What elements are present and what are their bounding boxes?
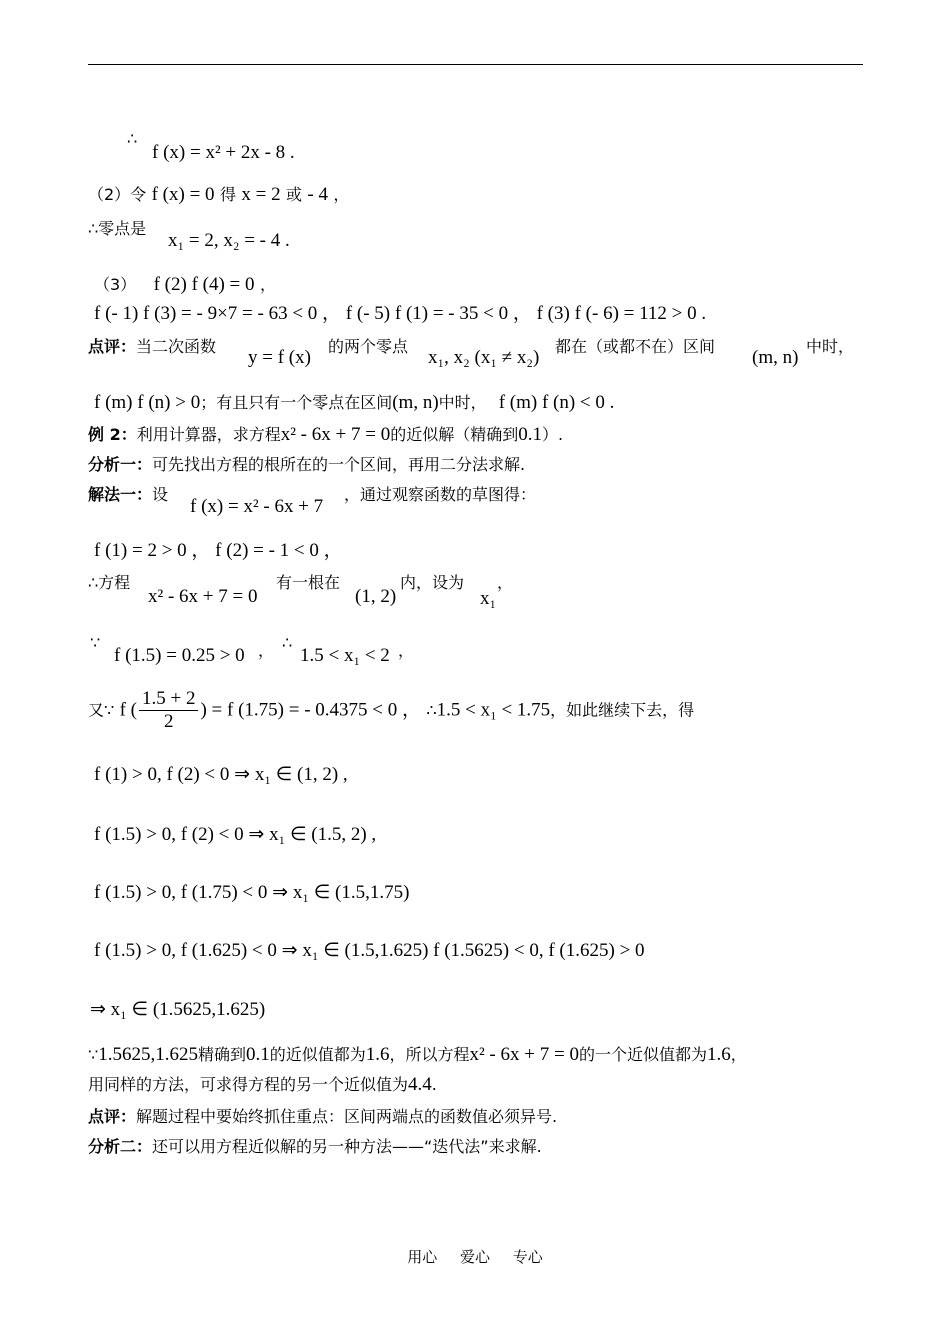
zeros-statement	[88, 218, 146, 240]
math: f (1.5) = 0.25 > 0	[114, 645, 245, 666]
label: 分析一：	[88, 455, 153, 474]
text: 的两个零点	[328, 337, 409, 356]
text: 还可以用方程近似解的另一种方法——“迭代法”来求解.	[152, 1137, 542, 1156]
math: x₁, x₂ (x₁ ≠ x₂)	[428, 347, 540, 368]
math: 0.1	[245, 1044, 270, 1065]
text: ，所以方程	[389, 1045, 470, 1064]
formula-fx-result: f (x) = x² + 2x - 8 .	[152, 142, 295, 163]
text: 设	[152, 485, 169, 504]
product-evaluations: f (- 1) f (3) = - 9×7 = - 63 < 0 ， f (- 5) f (1) = - 35 < 0 ， f (3) f (- 6) = 112 > 0 .	[94, 303, 707, 324]
math: 1.6	[365, 1044, 390, 1065]
analysis-2	[88, 1136, 542, 1158]
text: 利用计算器，求方程	[136, 425, 281, 444]
math: 4.4	[408, 1074, 432, 1095]
bisection-step	[88, 688, 694, 733]
text: ，	[497, 573, 514, 592]
text: 有一根在	[276, 573, 341, 592]
text: ，	[259, 275, 276, 294]
interval-step-1: f (1) > 0, f (2) < 0 ⇒ x₁ ∈ (1, 2) ,	[94, 764, 348, 785]
math: f (	[119, 699, 137, 721]
math: ) = f (1.75) = - 0.4375 < 0 ，	[200, 699, 422, 721]
text: ，	[730, 1045, 747, 1064]
text: ，	[333, 185, 350, 204]
math: - 4	[307, 184, 328, 205]
therefore-symbol: ∴	[127, 129, 138, 148]
math: f (m) f (n) < 0 .	[498, 392, 615, 413]
text: 解题过程中要始终抓住重点：区间两端点的函数值必须异号.	[136, 1107, 558, 1126]
text: ；有且只有一个零点在区间	[200, 393, 393, 412]
text: 都在（或都不在）区间	[555, 337, 716, 356]
text: （2）令	[88, 185, 147, 204]
math: (m, n)	[752, 347, 799, 368]
other-approx	[88, 1074, 437, 1096]
math: f (x) = x² - 6x + 7	[190, 496, 324, 517]
fraction-numerator: 1.5 + 2	[139, 688, 198, 711]
text: ，通过观察函数的草图得：	[344, 485, 537, 504]
analysis-1	[88, 454, 525, 476]
solution-1	[88, 484, 168, 506]
text: 精确到	[197, 1045, 246, 1064]
therefore-symbol: ∴	[426, 700, 437, 720]
math: f (x) = 0	[151, 184, 215, 205]
approx-conclusion	[88, 1044, 747, 1066]
text: 可先找出方程的根所在的一个区间，再用二分法求解.	[152, 455, 526, 474]
because-symbol: ∵	[90, 633, 101, 652]
text: 内，设为	[400, 573, 465, 592]
math: x² - 6x + 7 = 0	[280, 424, 391, 445]
text: ，如此继续下去，得	[550, 700, 695, 720]
fraction-denominator: 2	[163, 711, 174, 732]
text: ，	[398, 641, 415, 660]
text: 的近似解（精确到	[390, 425, 519, 444]
comment-1-cont	[94, 392, 614, 414]
label: 解法一：	[88, 485, 153, 504]
interval-step-3: f (1.5) > 0, f (1.75) < 0 ⇒ x₁ ∈ (1.5,1.75)	[94, 882, 410, 903]
label: 分析二：	[88, 1137, 153, 1156]
label: 点评：	[88, 1107, 137, 1126]
interval-step-2: f (1.5) > 0, f (2) < 0 ⇒ x₁ ∈ (1.5, 2) ,	[94, 824, 377, 845]
text: 或	[286, 185, 303, 204]
math: x = 2	[241, 184, 281, 205]
page-footer: 用心 爱心 专心	[407, 1248, 543, 1266]
math: x² - 6x + 7 = 0	[148, 586, 258, 607]
math: 1.5625,1.625	[98, 1044, 198, 1065]
zeros-values: x₁ = 2, x₂ = - 4 .	[168, 230, 290, 251]
text: ∴方程	[88, 573, 131, 592]
comment-1	[88, 336, 216, 358]
values-f1-f2: f (1) = 2 > 0 ， f (2) = - 1 < 0 ，	[94, 540, 343, 561]
text: 中时，	[438, 393, 487, 412]
label: 例 2：	[88, 425, 137, 444]
math: x₁	[480, 588, 497, 609]
math: 1.5 < x₁ < 2	[300, 645, 390, 666]
text: 得	[219, 185, 236, 204]
comment-2	[88, 1106, 557, 1128]
text: 用同样的方法，可求得方程的另一个近似值为	[88, 1075, 409, 1094]
text: ）.	[541, 425, 564, 444]
label: 点评：	[88, 337, 137, 356]
text: 中时，	[806, 337, 855, 356]
interval-step-4: f (1.5) > 0, f (1.625) < 0 ⇒ x₁ ∈ (1.5,1.625) f (1.5625) < 0, f (1.625) > 0	[94, 940, 645, 961]
header-rule	[88, 64, 863, 65]
text: 的近似值都为	[269, 1045, 366, 1064]
math: x² - 6x + 7 = 0	[469, 1044, 579, 1065]
text: （3）	[94, 275, 137, 294]
text: ，	[258, 641, 275, 660]
math: f (2) f (4) = 0	[153, 274, 255, 295]
text: 又∵	[88, 700, 115, 720]
example-2	[88, 424, 563, 446]
math: f (m) f (n) > 0	[94, 392, 201, 413]
fraction	[139, 688, 198, 733]
text: 当二次函数	[136, 337, 217, 356]
interval-result: ⇒ x₁ ∈ (1.5625,1.625)	[90, 999, 266, 1020]
part-2-zeros	[88, 184, 349, 206]
text: 的一个近似值都为	[578, 1045, 707, 1064]
math: 0.1	[518, 424, 542, 445]
math: 1.6	[706, 1044, 731, 1065]
math: (1, 2)	[355, 586, 397, 607]
math: 1.5 < x₁ < 1.75	[436, 699, 551, 721]
math: (m, n)	[392, 392, 439, 413]
part-3	[94, 274, 276, 296]
because-symbol: ∵	[88, 1045, 99, 1064]
math: y = f (x)	[248, 347, 311, 368]
text: .	[431, 1075, 437, 1094]
text: ∴零点是	[88, 219, 147, 238]
therefore-symbol: ∴	[282, 633, 293, 652]
